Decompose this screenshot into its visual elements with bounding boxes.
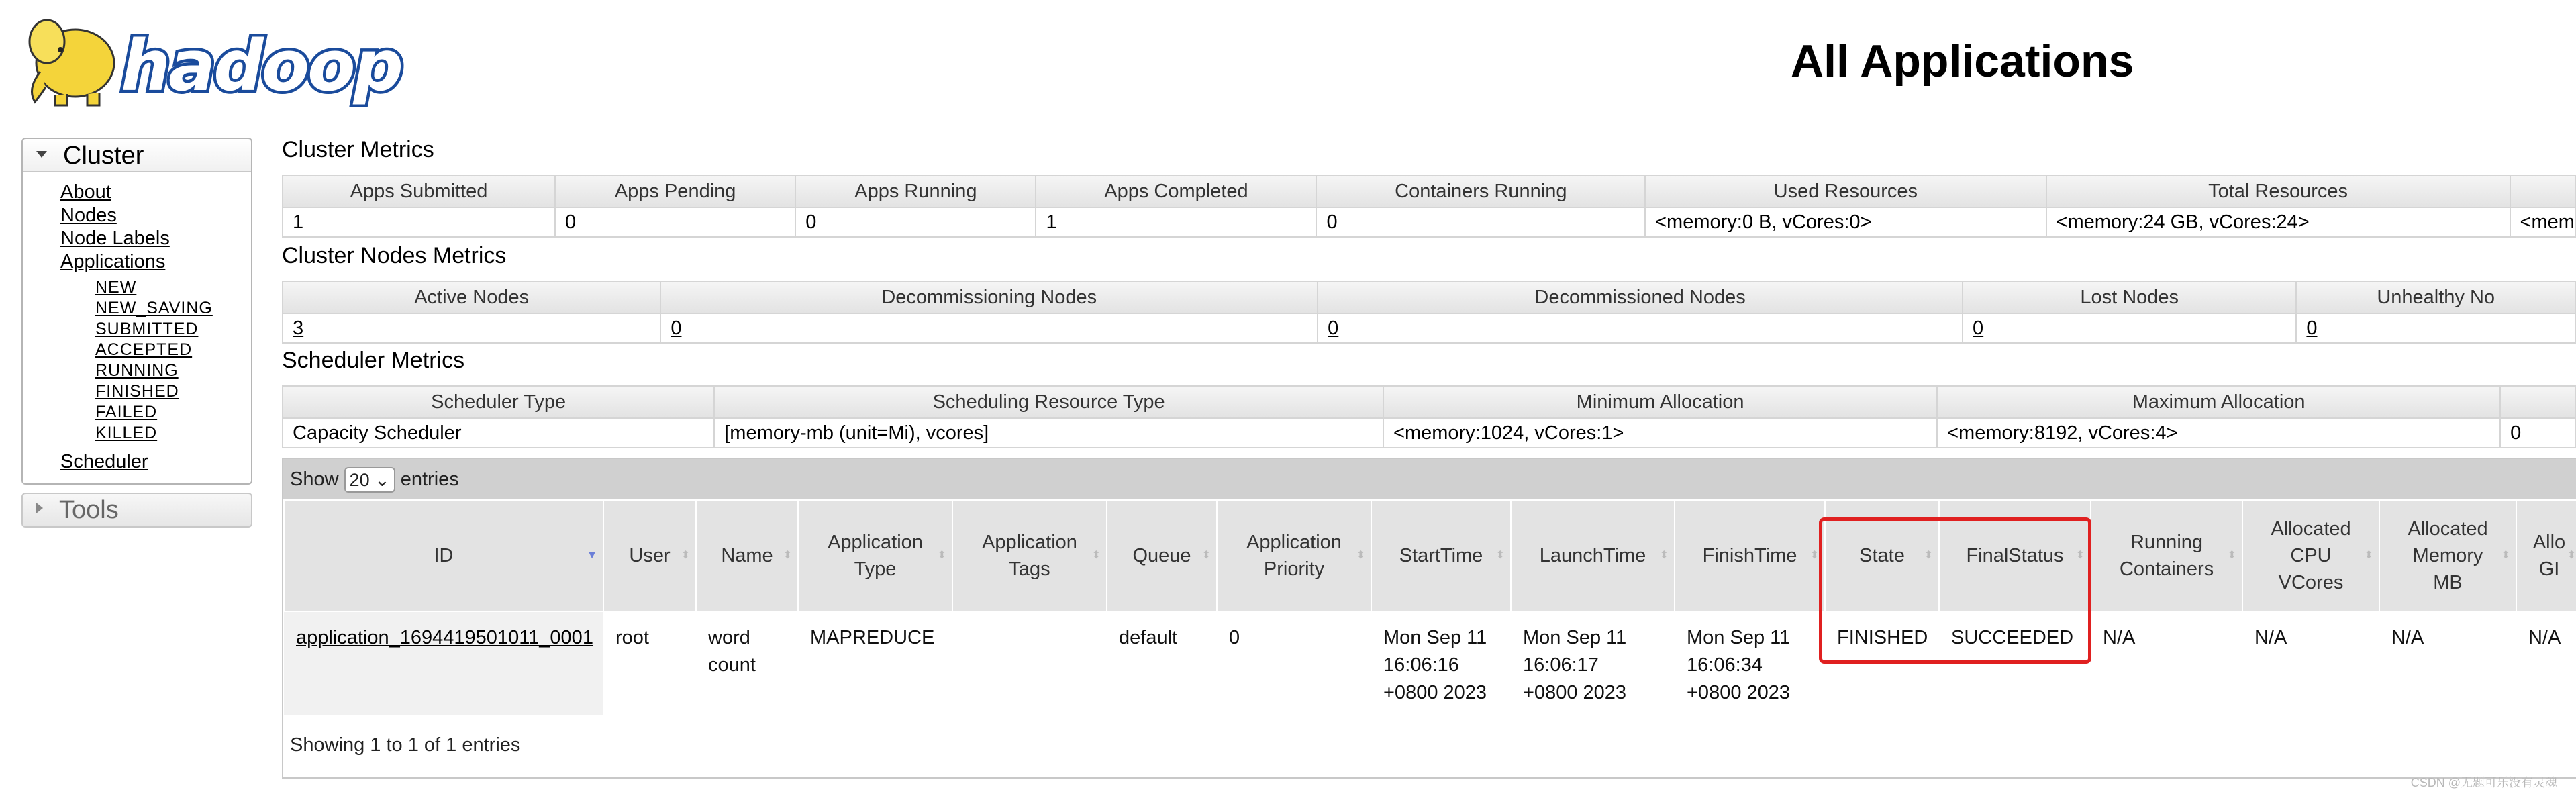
column-header-application-tags[interactable] xyxy=(952,500,1107,611)
sort-icon: ⬍ xyxy=(1659,550,1669,561)
table-row[interactable] xyxy=(284,611,2576,715)
table-header[interactable] xyxy=(2510,175,2575,207)
column-header-label: User xyxy=(629,545,671,566)
column-header-application-type[interactable] xyxy=(798,500,952,611)
column-header-label: LaunchTime xyxy=(1539,545,1646,566)
nav-link-state-killed[interactable]: KILLED xyxy=(95,424,158,442)
cell-launch-time xyxy=(1511,611,1675,715)
table-cell xyxy=(283,313,660,343)
sort-icon: ⬍ xyxy=(2075,550,2085,561)
page-size-value: 20 xyxy=(349,470,370,491)
cell-text: +0800 2023 xyxy=(1687,682,1791,703)
cell-text: Mon Sep 11 xyxy=(1687,627,1791,648)
nav-link-state-accepted[interactable]: ACCEPTED xyxy=(95,340,193,359)
table-info: Showing 1 to 1 of 1 entries xyxy=(290,734,521,756)
nav-link-state-new-saving[interactable]: NEW_SAVING xyxy=(95,299,213,317)
nav-link-about[interactable]: About xyxy=(60,181,111,203)
table-header[interactable]: Unhealthy No xyxy=(2296,281,2575,313)
cell-text: FINISHED xyxy=(1837,627,1928,648)
page-title: All Applications xyxy=(1791,36,2134,87)
column-header-label: ID xyxy=(434,545,454,566)
page-size-select[interactable] xyxy=(344,467,395,493)
table-cell xyxy=(1963,313,2296,343)
table-cell: <memory:8192, vCores:4> xyxy=(1937,418,2500,448)
column-header-label: Name xyxy=(721,545,773,566)
chevron-right-icon xyxy=(36,503,43,513)
active-nodes-link[interactable]: 3 xyxy=(293,317,304,339)
tools-label: Tools xyxy=(59,495,119,524)
table-cell xyxy=(660,313,1318,343)
cell-application-tags xyxy=(952,611,1107,715)
table-cell: 0 xyxy=(555,207,795,237)
cell-queue xyxy=(1107,611,1217,715)
application-id-link[interactable]: application_1694419501011_0001 xyxy=(296,627,593,648)
sidebar xyxy=(21,138,252,528)
sort-icon: ⬍ xyxy=(2501,550,2510,561)
cell-user xyxy=(603,611,696,715)
app-state-links xyxy=(60,273,251,450)
cluster-label: Cluster xyxy=(63,142,144,170)
scheduler-metrics-title: Scheduler Metrics xyxy=(282,348,465,373)
cell-text: default xyxy=(1119,627,1178,648)
table-header[interactable]: Containers Running xyxy=(1316,175,1645,207)
column-header-label: Application xyxy=(1246,532,1342,553)
chevron-down-icon xyxy=(36,151,47,158)
cell-text: +0800 2023 xyxy=(1523,682,1627,703)
table-header[interactable]: Used Resources xyxy=(1645,175,2046,207)
entries-label: entries xyxy=(400,468,459,490)
applications-panel xyxy=(282,458,2576,779)
cluster-panel xyxy=(21,138,252,485)
table-header[interactable]: Apps Pending xyxy=(555,175,795,207)
cell-text: +0800 2023 xyxy=(1383,682,1487,703)
cell-text: word xyxy=(708,627,750,648)
table-cell: [memory-mb (unit=Mi), vcores] xyxy=(714,418,1383,448)
column-header-label: Priority xyxy=(1263,558,1325,580)
nav-link-state-submitted[interactable]: SUBMITTED xyxy=(95,319,199,338)
sort-icon: ⬍ xyxy=(1924,550,1933,561)
table-header[interactable]: Active Nodes xyxy=(283,281,660,313)
cell-text: count xyxy=(708,654,756,676)
table-cell: 1 xyxy=(283,207,555,237)
cell-finish-time xyxy=(1675,611,1825,715)
sort-icon: ⬍ xyxy=(681,550,690,561)
cell-text: N/A xyxy=(2103,627,2136,648)
column-header-label: VCores xyxy=(2278,572,2344,593)
cell-allocated-memory-mb xyxy=(2379,611,2516,715)
column-header-label: FinishTime xyxy=(1702,545,1797,566)
cell-text: MAPREDUCE xyxy=(810,627,935,648)
nodes-metrics-table xyxy=(282,281,2576,344)
elephant-icon xyxy=(30,20,114,105)
column-header-user[interactable] xyxy=(603,500,696,611)
cell-text: N/A xyxy=(2528,627,2561,648)
annotation-highlight-box xyxy=(1819,517,2091,664)
column-header-queue[interactable] xyxy=(1107,500,1217,611)
table-header[interactable]: Total Resources xyxy=(2046,175,2510,207)
column-header-label: Memory xyxy=(2412,545,2483,566)
watermark: CSDN @无题可乐没有灵魂 xyxy=(2410,776,2557,789)
hadoop-logo xyxy=(20,8,423,109)
nav-link-nodes[interactable]: Nodes xyxy=(60,204,117,226)
table-header[interactable]: Apps Completed xyxy=(1036,175,1316,207)
cell-text: 16:06:17 xyxy=(1523,654,1599,676)
cluster-metrics-title: Cluster Metrics xyxy=(282,137,434,162)
table-cell: Capacity Scheduler xyxy=(283,418,714,448)
table-header[interactable]: Apps Running xyxy=(795,175,1036,207)
column-header-finish-time[interactable] xyxy=(1675,500,1825,611)
unhealthy-nodes-link[interactable]: 0 xyxy=(2306,317,2318,339)
cell-text: N/A xyxy=(2391,627,2424,648)
sort-icon: ⬍ xyxy=(1495,550,1505,561)
cell-allocated-gpu xyxy=(2516,611,2576,715)
lost-nodes-link[interactable]: 0 xyxy=(1973,317,1984,339)
cell-application-priority xyxy=(1217,611,1371,715)
nav-link-applications[interactable]: Applications xyxy=(60,250,166,272)
table-header[interactable]: Minimum Allocation xyxy=(1383,386,1937,418)
column-header-label: Containers xyxy=(2119,558,2214,580)
column-header-label: Allocated xyxy=(2271,518,2351,540)
sort-icon: ⬍ xyxy=(783,550,792,561)
column-header-label: GI xyxy=(2538,558,2560,580)
column-header-label: Queue xyxy=(1132,545,1191,566)
cluster-panel-header[interactable] xyxy=(23,139,251,172)
table-cell: 0 xyxy=(1316,207,1645,237)
table-header[interactable]: Lost Nodes xyxy=(1963,281,2296,313)
column-header-allocated-cpu-vcores[interactable] xyxy=(2242,500,2379,611)
column-header-label: Allo xyxy=(2532,532,2566,553)
tools-panel-header[interactable] xyxy=(21,493,252,528)
table-cell xyxy=(1318,313,1963,343)
cell-text: 16:06:34 xyxy=(1687,654,1763,676)
table-cell: 0 xyxy=(2500,418,2575,448)
column-header-id[interactable] xyxy=(284,500,603,611)
cell-text: Mon Sep 11 xyxy=(1523,627,1627,648)
sort-icon: ⬍ xyxy=(1810,550,1819,561)
cell-text: N/A xyxy=(2255,627,2287,648)
column-header-start-time[interactable] xyxy=(1371,500,1511,611)
table-cell: <memory:1024, vCores:1> xyxy=(1383,418,1937,448)
show-label: Show xyxy=(290,468,339,490)
table-header[interactable]: Decommissioning Nodes xyxy=(660,281,1318,313)
column-header-launch-time[interactable] xyxy=(1511,500,1675,611)
nodes-metrics-title: Cluster Nodes Metrics xyxy=(282,243,507,268)
column-header-allocated-gpu[interactable] xyxy=(2516,500,2576,611)
table-header[interactable] xyxy=(2500,386,2575,418)
table-header[interactable]: Scheduling Resource Type xyxy=(714,386,1383,418)
cell-text: 0 xyxy=(1229,627,1240,648)
nav-link-state-running[interactable]: RUNNING xyxy=(95,361,179,380)
sort-desc-icon: ▼ xyxy=(587,550,597,561)
column-header-running-containers[interactable] xyxy=(2091,500,2242,611)
sort-icon: ⬍ xyxy=(2227,550,2236,561)
cell-name xyxy=(696,611,798,715)
table-cell: <mem xyxy=(2510,207,2575,237)
chevron-down-icon: ⌄ xyxy=(375,470,390,491)
cell-text: 16:06:16 xyxy=(1383,654,1459,676)
decommissioned-nodes-link[interactable]: 0 xyxy=(1328,317,1339,339)
sort-icon: ⬍ xyxy=(1091,550,1101,561)
cell-start-time xyxy=(1371,611,1511,715)
cluster-metrics-table xyxy=(282,175,2576,238)
column-header-allocated-memory-mb[interactable] xyxy=(2379,500,2516,611)
column-header-label: Application xyxy=(828,532,923,553)
cell-allocated-cpu-vcores xyxy=(2242,611,2379,715)
sort-icon: ⬍ xyxy=(1201,550,1211,561)
column-header-label: Application xyxy=(982,532,1077,553)
cell-text: root xyxy=(615,627,649,648)
table-header[interactable]: Maximum Allocation xyxy=(1937,386,2500,418)
sort-icon: ⬍ xyxy=(937,550,946,561)
table-header[interactable]: Decommissioned Nodes xyxy=(1318,281,1963,313)
sort-icon: ⬍ xyxy=(1356,550,1365,561)
cell-text: Mon Sep 11 xyxy=(1383,627,1487,648)
column-header-label: Tags xyxy=(1009,558,1050,580)
cell-application-type xyxy=(798,611,952,715)
nav-link-state-new[interactable]: NEW xyxy=(95,278,137,297)
scheduler-metrics-table xyxy=(282,385,2576,448)
cell-running-containers xyxy=(2091,611,2242,715)
applications-table xyxy=(283,499,2576,715)
nav-link-scheduler[interactable]: Scheduler xyxy=(60,451,148,472)
apps-toolbar xyxy=(283,459,2576,499)
column-header-name[interactable] xyxy=(696,500,798,611)
nav-link-node-labels[interactable]: Node Labels xyxy=(60,228,170,249)
sort-icon: ⬍ xyxy=(2567,550,2576,561)
cell-text: SUCCEEDED xyxy=(1951,627,2074,648)
table-cell: <memory:0 B, vCores:0> xyxy=(1645,207,2046,237)
table-cell: <memory:24 GB, vCores:24> xyxy=(2046,207,2510,237)
sort-icon: ⬍ xyxy=(2364,550,2373,561)
table-header[interactable]: Apps Submitted xyxy=(283,175,555,207)
column-header-label: MB xyxy=(2433,572,2463,593)
column-header-application-priority[interactable] xyxy=(1217,500,1371,611)
column-header-label: Running xyxy=(2130,532,2203,553)
column-header-label: StartTime xyxy=(1399,545,1483,566)
table-header[interactable]: Scheduler Type xyxy=(283,386,714,418)
table-cell: 0 xyxy=(795,207,1036,237)
logo-wordmark: hadoop xyxy=(121,25,402,107)
table-cell: 1 xyxy=(1036,207,1316,237)
column-header-label: CPU xyxy=(2290,545,2332,566)
cell-id xyxy=(284,611,603,715)
table-cell xyxy=(2296,313,2575,343)
nav-link-state-finished[interactable]: FINISHED xyxy=(95,382,179,401)
column-header-label: Type xyxy=(854,558,897,580)
decommissioning-nodes-link[interactable]: 0 xyxy=(671,317,682,339)
column-header-label: State xyxy=(1859,545,1905,566)
column-header-label: FinalStatus xyxy=(1966,545,2064,566)
nav-link-state-failed[interactable]: FAILED xyxy=(95,403,158,421)
column-header-label: Allocated xyxy=(2408,518,2488,540)
